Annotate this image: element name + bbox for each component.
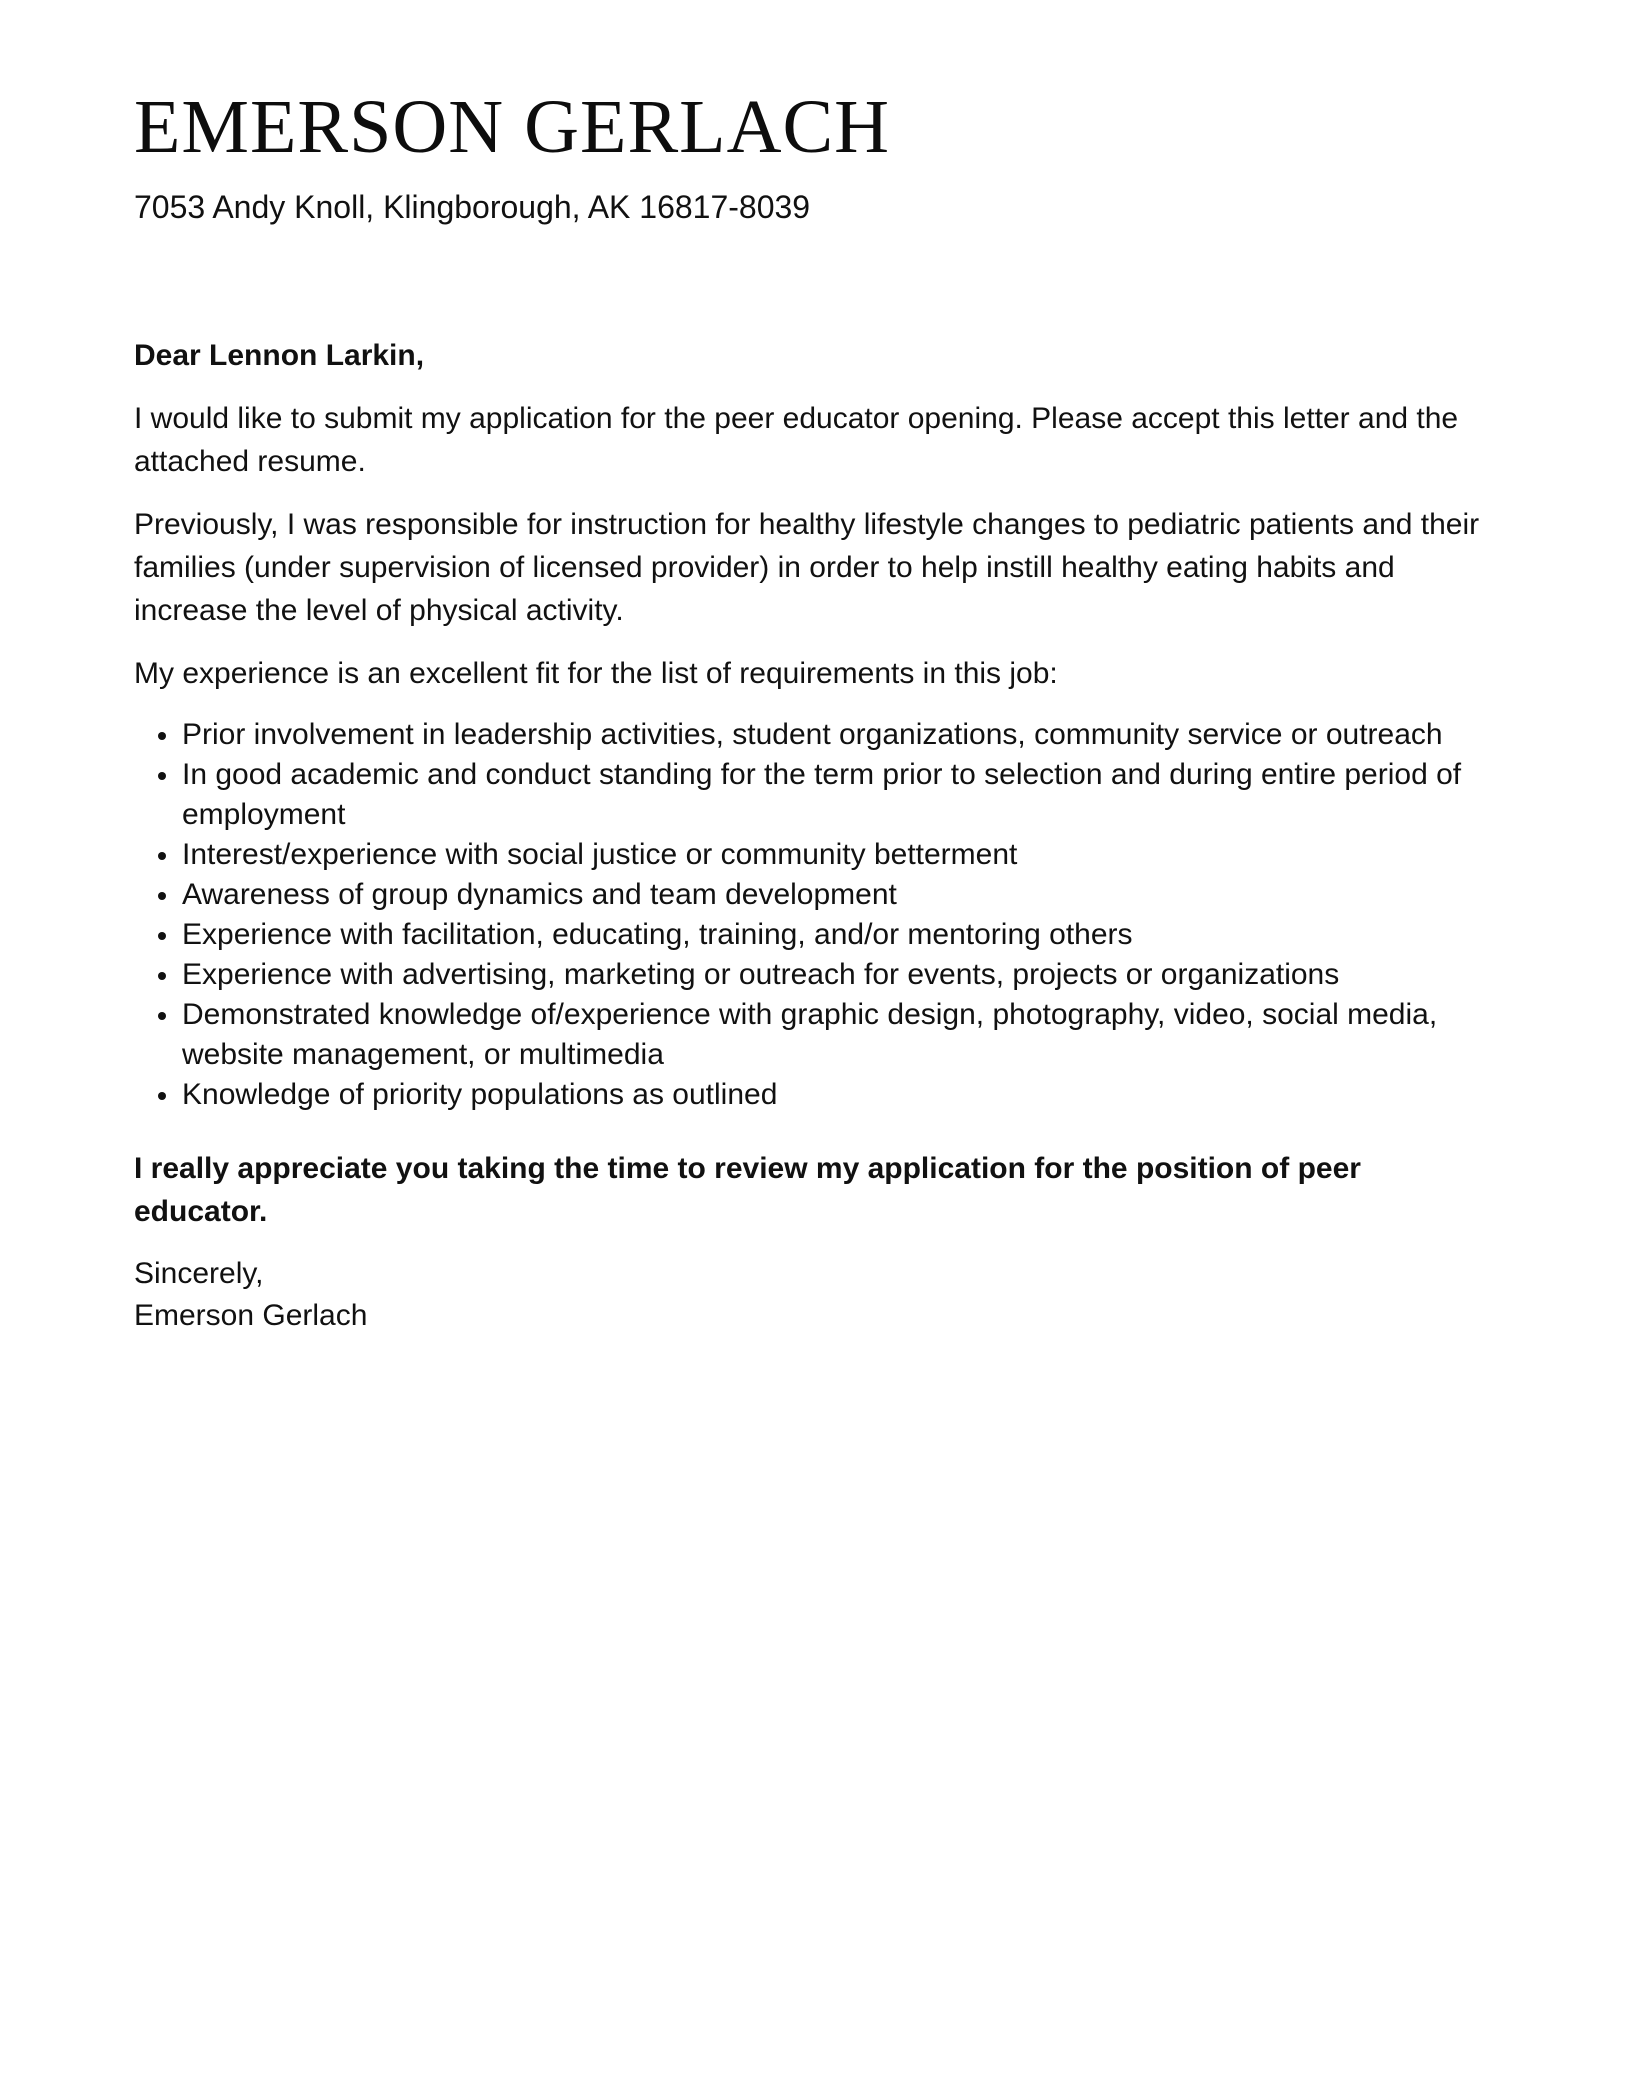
requirements-list bbox=[134, 715, 1498, 1115]
list-item: Prior involvement in leadership activities, student organizations, community service or outreach bbox=[182, 715, 1498, 755]
list-item: Knowledge of priority populations as outlined bbox=[182, 1075, 1498, 1115]
signoff-block bbox=[134, 1253, 1498, 1337]
list-item: Interest/experience with social justice or community betterment bbox=[182, 835, 1498, 875]
applicant-address: 7053 Andy Knoll, Klingborough, AK 16817-8039 bbox=[134, 189, 811, 225]
experience-paragraph: Previously, I was responsible for instruction for healthy lifestyle changes to pediatric patients and their families (under supervision of licensed provider) in order to help instill healthy eating habits and increase the level of physical activity. bbox=[134, 508, 1480, 627]
list-item: Experience with facilitation, educating, training, and/or mentoring others bbox=[182, 915, 1498, 955]
closing-paragraph: I really appreciate you taking the time to review my application for the position of peer educator. bbox=[134, 1152, 1361, 1228]
greeting: Dear Lennon Larkin, bbox=[134, 339, 425, 372]
list-item: Demonstrated knowledge of/experience with graphic design, photography, video, social media, website management, or multimedia bbox=[182, 995, 1498, 1075]
list-item: In good academic and conduct standing for the term prior to selection and during entire period of employment bbox=[182, 755, 1498, 835]
list-item: Experience with advertising, marketing or outreach for events, projects or organizations bbox=[182, 955, 1498, 995]
intro-paragraph: I would like to submit my application for the peer educator opening. Please accept this letter and the attached resume. bbox=[134, 402, 1459, 478]
signature-name: Emerson Gerlach bbox=[134, 1299, 368, 1332]
applicant-name: EMERSON GERLACH bbox=[134, 85, 891, 169]
list-item: Awareness of group dynamics and team development bbox=[182, 875, 1498, 915]
requirements-intro: My experience is an excellent fit for the list of requirements in this job: bbox=[134, 657, 1058, 690]
signoff: Sincerely, bbox=[134, 1257, 264, 1290]
letter-body bbox=[134, 334, 1498, 1337]
